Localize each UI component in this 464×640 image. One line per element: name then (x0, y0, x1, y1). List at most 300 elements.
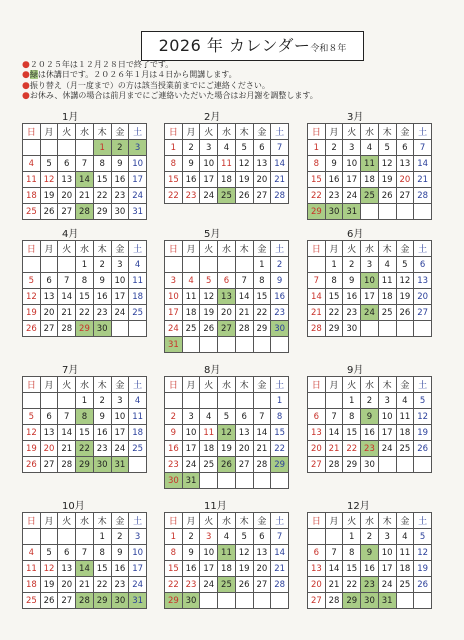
month-6 (307, 225, 432, 334)
week-row (308, 140, 432, 156)
day-cell: 20 (253, 172, 271, 188)
day-cell: 18 (361, 172, 379, 188)
day-cell: 7 (253, 409, 271, 425)
week-row (23, 425, 147, 441)
day-cell: 3 (165, 273, 183, 289)
weekday-header: 金 (396, 241, 414, 257)
day-cell: 15 (343, 561, 361, 577)
day-cell: 23 (93, 441, 111, 457)
day-cell: 17 (111, 289, 129, 305)
weekday-header: 土 (129, 124, 147, 140)
weekday-header: 水 (218, 513, 236, 529)
day-cell: 11 (396, 409, 414, 425)
day-cell: 19 (414, 425, 432, 441)
day-cell: 23 (325, 188, 343, 204)
month-label: 9月 (347, 365, 364, 376)
week-row (23, 409, 147, 425)
weekday-header: 火 (58, 377, 76, 393)
day-cell: 9 (182, 545, 200, 561)
note-4: ●お休み、休講の場合は前月までにご連絡いただいた場合はお月謝を調整します。 (22, 91, 318, 102)
week-row (308, 529, 432, 545)
day-cell: 8 (165, 545, 183, 561)
weekday-header: 火 (58, 124, 76, 140)
empty-cell (200, 337, 218, 353)
day-cell: 10 (200, 156, 218, 172)
day-cell: 22 (343, 577, 361, 593)
weekday-header: 火 (58, 241, 76, 257)
day-cell: 13 (253, 156, 271, 172)
day-cell: 26 (378, 188, 396, 204)
weekday-header: 金 (253, 241, 271, 257)
day-cell: 13 (308, 425, 326, 441)
footer-strip (14, 632, 454, 640)
week-row (23, 593, 147, 609)
weekday-header: 水 (361, 241, 379, 257)
weekday-header: 火 (343, 513, 361, 529)
day-cell: 10 (111, 409, 129, 425)
week-row (308, 289, 432, 305)
weekday-header: 土 (271, 377, 289, 393)
day-cell: 18 (129, 425, 147, 441)
day-cell: 26 (40, 593, 58, 609)
empty-cell (396, 204, 414, 220)
day-cell: 14 (308, 289, 326, 305)
day-cell: 20 (40, 441, 58, 457)
day-cell: 16 (111, 561, 129, 577)
day-cell: 8 (343, 409, 361, 425)
empty-cell (23, 140, 41, 156)
day-cell: 21 (271, 561, 289, 577)
day-cell: 6 (40, 409, 58, 425)
day-cell: 18 (396, 561, 414, 577)
empty-cell (182, 257, 200, 273)
day-cell: 27 (253, 577, 271, 593)
day-cell: 4 (129, 393, 147, 409)
day-cell: 13 (414, 273, 432, 289)
day-cell: 30 (343, 321, 361, 337)
weekday-header: 火 (200, 241, 218, 257)
day-cell: 29 (165, 593, 183, 609)
empty-cell (235, 337, 253, 353)
day-cell: 7 (308, 273, 326, 289)
weekday-header: 木 (235, 377, 253, 393)
day-cell: 17 (200, 561, 218, 577)
day-cell: 18 (396, 425, 414, 441)
weekday-header: 月 (182, 513, 200, 529)
day-cell: 19 (23, 305, 41, 321)
month-2 (164, 108, 289, 208)
weekday-header: 木 (93, 377, 111, 393)
week-row (165, 156, 289, 172)
week-row (23, 140, 147, 156)
day-cell: 9 (271, 273, 289, 289)
day-cell: 21 (76, 188, 94, 204)
day-cell: 16 (111, 172, 129, 188)
day-cell: 5 (23, 273, 41, 289)
day-cell: 20 (414, 289, 432, 305)
day-cell: 2 (361, 529, 379, 545)
day-cell: 8 (343, 545, 361, 561)
weekday-header: 金 (396, 124, 414, 140)
day-cell: 9 (361, 545, 379, 561)
weekday-header: 金 (253, 513, 271, 529)
day-cell: 4 (396, 393, 414, 409)
weekday-header: 土 (414, 124, 432, 140)
day-cell: 25 (129, 441, 147, 457)
week-row (308, 156, 432, 172)
weekday-header: 土 (414, 241, 432, 257)
note-1: ●２０２５年は１２月２８日で終了です。 (22, 60, 174, 70)
green-legend: 緑 (29, 70, 38, 80)
week-row (308, 172, 432, 188)
day-cell: 26 (23, 321, 41, 337)
day-cell: 6 (308, 409, 326, 425)
day-cell: 21 (253, 441, 271, 457)
weekday-header: 水 (361, 377, 379, 393)
month-label: 8月 (204, 365, 221, 376)
day-cell: 24 (111, 305, 129, 321)
day-cell: 30 (361, 457, 379, 473)
day-cell: 1 (76, 393, 94, 409)
weekday-header: 木 (93, 241, 111, 257)
day-cell: 7 (325, 409, 343, 425)
day-cell: 31 (182, 473, 200, 489)
day-cell: 16 (165, 441, 183, 457)
day-cell: 27 (308, 593, 326, 609)
month-label: 10月 (62, 501, 85, 512)
weekday-header: 土 (414, 377, 432, 393)
day-cell: 14 (271, 545, 289, 561)
day-cell: 30 (111, 204, 129, 220)
empty-cell (235, 257, 253, 273)
day-cell: 23 (165, 457, 183, 473)
day-cell: 7 (76, 156, 94, 172)
day-cell: 6 (308, 545, 326, 561)
week-row (165, 457, 289, 473)
day-cell: 21 (325, 441, 343, 457)
day-cell: 31 (129, 593, 147, 609)
day-cell: 12 (200, 289, 218, 305)
day-cell: 20 (308, 441, 326, 457)
day-cell: 21 (271, 172, 289, 188)
weekday-header: 土 (129, 241, 147, 257)
day-cell: 5 (414, 393, 432, 409)
empty-cell (200, 473, 218, 489)
empty-cell (58, 140, 76, 156)
day-cell: 2 (93, 257, 111, 273)
day-cell: 12 (235, 156, 253, 172)
day-cell: 11 (218, 156, 236, 172)
day-cell: 7 (58, 273, 76, 289)
weekday-header: 火 (200, 513, 218, 529)
day-cell: 13 (58, 172, 76, 188)
week-row (165, 273, 289, 289)
day-cell: 12 (414, 545, 432, 561)
week-row (308, 321, 432, 337)
day-cell: 16 (271, 289, 289, 305)
weekday-header: 月 (182, 377, 200, 393)
empty-cell (253, 393, 271, 409)
day-cell: 29 (76, 457, 94, 473)
empty-cell (40, 529, 58, 545)
day-cell: 8 (253, 273, 271, 289)
day-cell: 2 (93, 393, 111, 409)
day-cell: 13 (253, 545, 271, 561)
weekday-header: 金 (111, 124, 129, 140)
weekday-header: 水 (76, 377, 94, 393)
day-cell: 21 (58, 441, 76, 457)
day-cell: 4 (361, 140, 379, 156)
week-row (165, 409, 289, 425)
day-cell: 16 (361, 561, 379, 577)
day-cell: 17 (165, 305, 183, 321)
empty-cell (218, 257, 236, 273)
week-row (165, 305, 289, 321)
weekday-header: 土 (271, 241, 289, 257)
day-cell: 26 (23, 457, 41, 473)
day-cell: 8 (165, 156, 183, 172)
day-cell: 19 (200, 305, 218, 321)
weekday-header: 月 (40, 377, 58, 393)
empty-cell (23, 529, 41, 545)
day-cell: 19 (235, 172, 253, 188)
month-7 (22, 361, 147, 470)
day-cell: 8 (325, 273, 343, 289)
week-row (23, 257, 147, 273)
day-cell: 4 (23, 156, 41, 172)
week-row (308, 204, 432, 220)
week-row (165, 337, 289, 353)
day-cell: 17 (129, 561, 147, 577)
day-cell: 3 (129, 140, 147, 156)
weekday-header: 金 (396, 513, 414, 529)
day-cell: 9 (325, 156, 343, 172)
day-cell: 30 (361, 593, 379, 609)
day-cell: 10 (200, 545, 218, 561)
day-cell: 5 (235, 140, 253, 156)
day-cell: 10 (111, 273, 129, 289)
day-cell: 4 (200, 409, 218, 425)
month-table (307, 512, 432, 609)
day-cell: 18 (378, 289, 396, 305)
day-cell: 27 (414, 305, 432, 321)
day-cell: 11 (200, 425, 218, 441)
day-cell: 9 (93, 409, 111, 425)
weekday-header: 月 (40, 241, 58, 257)
empty-cell (40, 393, 58, 409)
month-11 (164, 497, 289, 606)
empty-cell (23, 393, 41, 409)
day-cell: 22 (308, 188, 326, 204)
empty-cell (325, 393, 343, 409)
month-table (164, 376, 289, 489)
day-cell: 3 (111, 257, 129, 273)
day-cell: 17 (361, 289, 379, 305)
day-cell: 25 (23, 204, 41, 220)
day-cell: 15 (93, 172, 111, 188)
day-cell: 29 (308, 204, 326, 220)
day-cell: 1 (165, 529, 183, 545)
day-cell: 15 (165, 172, 183, 188)
week-row (308, 577, 432, 593)
day-cell: 15 (325, 289, 343, 305)
day-cell: 29 (93, 204, 111, 220)
week-row (23, 393, 147, 409)
empty-cell (414, 593, 432, 609)
week-row (165, 188, 289, 204)
day-cell: 14 (58, 425, 76, 441)
day-cell: 7 (271, 140, 289, 156)
month-5 (164, 225, 289, 350)
day-cell: 1 (271, 393, 289, 409)
week-row (23, 545, 147, 561)
weekday-header: 火 (343, 377, 361, 393)
weekday-header: 日 (308, 241, 326, 257)
empty-cell (271, 593, 289, 609)
day-cell: 4 (182, 273, 200, 289)
day-cell: 2 (111, 529, 129, 545)
day-cell: 25 (378, 305, 396, 321)
month-label: 1月 (62, 112, 79, 123)
day-cell: 18 (218, 561, 236, 577)
weekday-header: 日 (23, 241, 41, 257)
weekday-header: 木 (93, 124, 111, 140)
weekday-header: 金 (396, 377, 414, 393)
day-cell: 18 (218, 172, 236, 188)
empty-cell (253, 473, 271, 489)
weekday-header: 火 (200, 124, 218, 140)
weekday-header: 水 (218, 377, 236, 393)
day-cell: 9 (182, 156, 200, 172)
day-cell: 2 (361, 393, 379, 409)
day-cell: 9 (93, 273, 111, 289)
month-label: 12月 (347, 501, 370, 512)
day-cell: 24 (129, 577, 147, 593)
day-cell: 24 (182, 457, 200, 473)
week-row (23, 204, 147, 220)
day-cell: 15 (93, 561, 111, 577)
day-cell: 28 (414, 188, 432, 204)
weekday-header: 日 (308, 377, 326, 393)
day-cell: 6 (253, 529, 271, 545)
week-row (23, 457, 147, 473)
day-cell: 3 (361, 257, 379, 273)
empty-cell (253, 593, 271, 609)
day-cell: 28 (325, 457, 343, 473)
day-cell: 15 (308, 172, 326, 188)
day-cell: 17 (129, 172, 147, 188)
day-cell: 13 (40, 425, 58, 441)
weekday-header: 水 (76, 124, 94, 140)
month-3 (307, 108, 432, 217)
weekday-header: 月 (325, 377, 343, 393)
week-row (308, 425, 432, 441)
empty-cell (235, 393, 253, 409)
day-cell: 18 (200, 441, 218, 457)
day-cell: 4 (396, 529, 414, 545)
month-table (164, 512, 289, 609)
day-cell: 11 (218, 545, 236, 561)
day-cell: 23 (182, 188, 200, 204)
empty-cell (414, 204, 432, 220)
day-cell: 10 (378, 409, 396, 425)
month-table (22, 240, 147, 337)
day-cell: 10 (378, 545, 396, 561)
week-row (165, 561, 289, 577)
day-cell: 13 (235, 425, 253, 441)
day-cell: 25 (23, 593, 41, 609)
day-cell: 13 (308, 561, 326, 577)
week-row (165, 140, 289, 156)
day-cell: 1 (308, 140, 326, 156)
day-cell: 10 (165, 289, 183, 305)
day-cell: 1 (93, 140, 111, 156)
day-cell: 22 (253, 305, 271, 321)
day-cell: 20 (308, 577, 326, 593)
day-cell: 5 (23, 409, 41, 425)
day-cell: 30 (325, 204, 343, 220)
empty-cell (218, 473, 236, 489)
day-cell: 5 (218, 409, 236, 425)
day-cell: 4 (378, 257, 396, 273)
empty-cell (218, 593, 236, 609)
week-row (23, 305, 147, 321)
day-cell: 3 (182, 409, 200, 425)
day-cell: 1 (343, 393, 361, 409)
weekday-header: 土 (271, 124, 289, 140)
month-label: 11月 (204, 501, 227, 512)
month-label: 3月 (347, 112, 364, 123)
day-cell: 26 (40, 204, 58, 220)
empty-cell (111, 321, 129, 337)
day-cell: 30 (111, 593, 129, 609)
month-label: 6月 (347, 229, 364, 240)
day-cell: 1 (325, 257, 343, 273)
day-cell: 20 (235, 441, 253, 457)
weekday-header: 日 (308, 124, 326, 140)
empty-cell (40, 257, 58, 273)
empty-cell (271, 337, 289, 353)
day-cell: 23 (361, 577, 379, 593)
day-cell: 3 (378, 529, 396, 545)
week-row (165, 529, 289, 545)
day-cell: 1 (93, 529, 111, 545)
weekday-header: 月 (182, 241, 200, 257)
day-cell: 17 (343, 172, 361, 188)
empty-cell (308, 529, 326, 545)
day-cell: 16 (361, 425, 379, 441)
empty-cell (271, 473, 289, 489)
day-cell: 7 (76, 545, 94, 561)
week-row (165, 593, 289, 609)
day-cell: 27 (40, 457, 58, 473)
day-cell: 1 (76, 257, 94, 273)
day-cell: 7 (235, 273, 253, 289)
day-cell: 5 (378, 140, 396, 156)
day-cell: 17 (378, 561, 396, 577)
week-row (165, 289, 289, 305)
day-cell: 20 (218, 305, 236, 321)
day-cell: 8 (271, 409, 289, 425)
day-cell: 24 (111, 441, 129, 457)
empty-cell (378, 321, 396, 337)
day-cell: 31 (129, 204, 147, 220)
weekday-header: 水 (218, 124, 236, 140)
notes (22, 60, 452, 102)
day-cell: 9 (343, 273, 361, 289)
day-cell: 23 (111, 188, 129, 204)
day-cell: 17 (182, 441, 200, 457)
